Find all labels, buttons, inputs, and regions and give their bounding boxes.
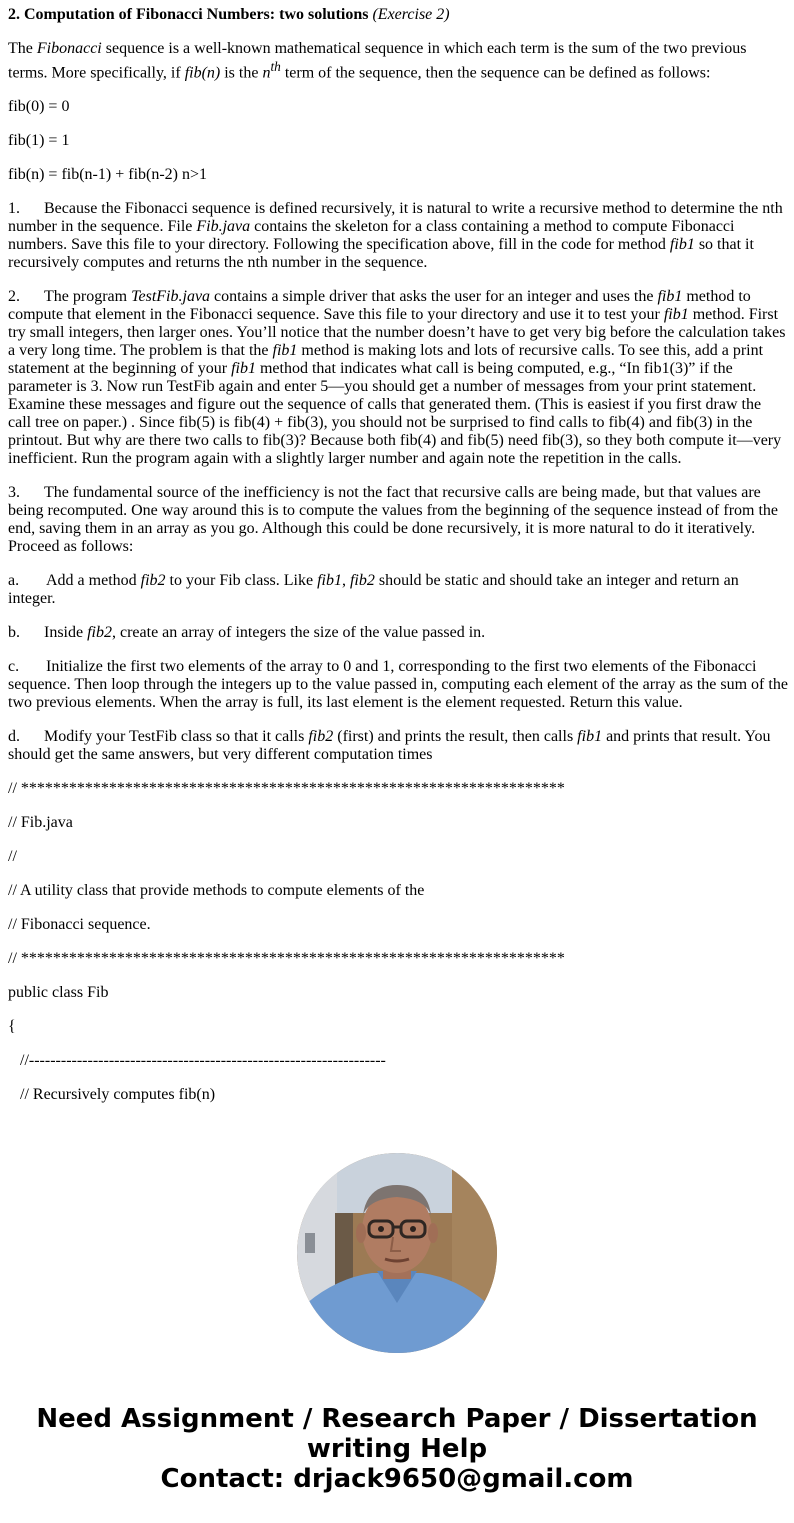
- file-name: Fib.java: [196, 218, 251, 236]
- method-name: fib1: [663, 306, 689, 324]
- substep-letter: b.: [8, 624, 20, 642]
- intro-th-superscript: th: [270, 59, 281, 74]
- step-text: contains a simple driver that asks the user for an integer and uses the: [210, 288, 658, 306]
- author-avatar: [297, 1153, 497, 1353]
- substep-b: [8, 624, 788, 642]
- code-line: // A utility class that provide methods to compute elements of the: [8, 882, 425, 900]
- step-text: method that indicates what call is being computed, e.g., “In fib1(3)” if the parameter is 3. Now run TestFib again and enter 5—you should get a number of messages from your print statement. Examine these messages and figure out the sequence of calls that generated them. (This is easiest if you first draw the call tree on paper.) . Since fib(5) is fib(4) + fib(3), you should not be surprised to find calls to fib(4) and fib(3) in the printout. But why are there two calls to fib(3)? Because both fib(4) and fib(5) need fib(3), so they both compute it—very inefficient. Run the program again with a slightly larger number and again note the repetition in the calls.: [8, 360, 782, 468]
- intro-fibn-term: fib(n): [184, 64, 221, 82]
- step-text: method is making lots and lots of recursive calls. To see this, add a print statement at the beginning of your: [8, 342, 764, 378]
- intro-text: is the: [220, 64, 263, 82]
- method-name: fib2: [349, 572, 375, 590]
- step-text: contains the skeleton for a class containing a method to compute Fibonacci numbers. Save this file to your directory. Following the specification above, fill in the code for method: [8, 218, 735, 254]
- exercise-title: 2. Computation of Fibonacci Numbers: two solutions: [8, 6, 369, 23]
- substep-text: (first) and prints the result, then calls: [333, 728, 578, 746]
- document-body: [8, 6, 788, 1120]
- cta-line-1: Need Assignment / Research Paper / Dissertation: [36, 1404, 758, 1434]
- code-line: // Fibonacci sequence.: [8, 916, 151, 934]
- definition-fib1: fib(1) = 1: [8, 132, 70, 150]
- substep-text: and prints that result. You should get the same answers, but very different computation times: [8, 728, 771, 764]
- code-line: // ********************************************************************: [8, 950, 565, 968]
- intro-n-term: n: [262, 64, 271, 82]
- method-name: fib1: [577, 728, 603, 746]
- code-line: //-------------------------------------------------------------------: [20, 1052, 386, 1070]
- code-line: // ********************************************************************: [8, 780, 565, 798]
- definition-fibn: fib(n) = fib(n-1) + fib(n-2) n>1: [8, 166, 208, 184]
- step-text: The program: [44, 288, 132, 306]
- step-text: The fundamental source of the inefficiency is not the fact that recursive calls are being made, but that values are being recomputed. One way around this is to compute the values from the beginning of the sequence instead of from the end, saving them in an array as you go. Although this could be done recursively, it is more natural to do it iteratively. Proceed as follows:: [8, 484, 779, 556]
- cta-line-2: writing Help: [306, 1434, 488, 1464]
- help-call-to-action: [0, 1404, 794, 1494]
- method-name: fib1: [317, 572, 342, 590]
- substep-text: Inside: [44, 624, 88, 642]
- intro-fibonacci-term: Fibonacci: [36, 40, 102, 57]
- step-2: [8, 288, 788, 468]
- step-number: 2.: [8, 288, 20, 306]
- substep-letter: d.: [8, 728, 20, 746]
- definition-fib0: fib(0) = 0: [8, 98, 70, 116]
- exercise-subtitle: (Exercise 2): [372, 6, 450, 23]
- substep-text: ,: [341, 572, 350, 590]
- intro-text: term of the sequence, then the sequence can be defined as follows:: [280, 64, 711, 82]
- file-name: TestFib.java: [131, 288, 211, 306]
- substep-letter: c.: [8, 658, 20, 676]
- code-line: // Fib.java: [8, 814, 73, 832]
- step-text: so that it recursively computes and returns the nth number in the sequence.: [8, 236, 754, 272]
- code-listing: [8, 780, 788, 1104]
- method-name: fib1: [272, 342, 298, 360]
- step-text: Because the Fibonacci sequence is defined recursively, it is natural to write a recursive method to determine the nth number in the sequence. File: [8, 200, 783, 236]
- substep-a: [8, 572, 788, 608]
- step-text: method to compute that element in the Fibonacci sequence. Save this file to your directory and use it to test your: [8, 288, 751, 324]
- substep-letter: a.: [8, 572, 20, 590]
- method-name: fib2: [140, 572, 166, 590]
- substep-c: [8, 658, 788, 712]
- step-text: method. First try small integers, then larger ones. You’ll notice that the number doesn’t have to get very big before the calculation takes a very long time. The problem is that the: [8, 306, 786, 360]
- substep-text: should be static and should take an integer and return an integer.: [8, 572, 739, 608]
- substep-text: to your Fib class. Like: [165, 572, 318, 590]
- code-line: //: [8, 848, 17, 866]
- method-name: fib2: [87, 624, 112, 642]
- step-3: [8, 484, 788, 556]
- intro-paragraph: [8, 40, 788, 82]
- step-number: 1.: [8, 200, 20, 218]
- code-line: // Recursively computes fib(n): [20, 1086, 216, 1104]
- step-number: 3.: [8, 484, 20, 502]
- method-name: fib1: [231, 360, 256, 378]
- substep-text: Initialize the first two elements of the array to 0 and 1, corresponding to the first two elements of the Fibonacci sequence. Then loop through the integers up to the value passed in, computing each element of the array as the sum of the two previous elements. When the array is full, its last element is the element requested. Return this value.: [8, 658, 788, 712]
- code-line: public class Fib: [8, 984, 109, 1002]
- method-name: fib1: [657, 288, 683, 306]
- cta-contact-email: Contact: drjack9650@gmail.com: [160, 1464, 634, 1494]
- exercise-heading: [8, 6, 788, 24]
- substep-text: Add a method: [46, 572, 141, 590]
- substep-d: [8, 728, 788, 764]
- intro-text: The: [8, 40, 37, 57]
- person-portrait-icon: [297, 1153, 497, 1353]
- intro-text: sequence is a well-known mathematical sequence in which each term is the sum of the two previous terms. More specifically, if: [8, 40, 747, 82]
- step-1: [8, 200, 788, 272]
- substep-text: , create an array of integers the size of the value passed in.: [112, 624, 486, 642]
- method-name: fib2: [308, 728, 334, 746]
- method-name: fib1: [669, 236, 695, 254]
- substep-text: Modify your TestFib class so that it calls: [44, 728, 309, 746]
- code-line: {: [8, 1018, 16, 1036]
